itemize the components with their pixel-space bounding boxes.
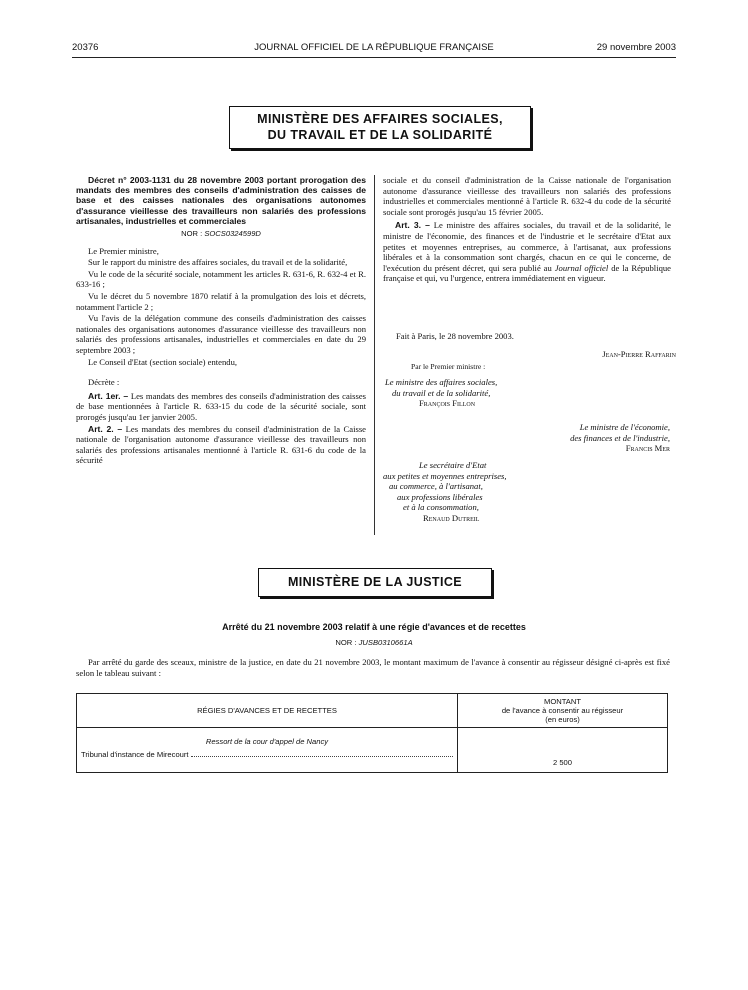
sig3-name: Renaud Dutreil [423,512,480,523]
sig2-name: Francis Mer [625,443,670,454]
arrete-nor-code: JUSB0310661A [358,638,413,647]
col-montant-header [458,694,668,728]
done-at-line: Fait à Paris, le 28 novembre 2003. [396,331,514,341]
sig3-role-line: Le secrétaire d'Etat [419,460,487,470]
signature-block-1 [385,377,497,409]
signature-block-3 [383,460,507,524]
leader-dots [191,756,453,757]
sig3-role-line: au commerce, à l'artisanat, [389,481,483,492]
intro-paragraph: Vu l'avis de la délégation commune des conseils d'administration des caisses nationales des organisations autonomes d'assurance vieillesse des travailleurs non salariés des professions artisanales, industrielles et commerciales en date du 29 septembre 2003 ; [76,313,366,355]
sig1-name: François Fillon [419,398,476,409]
montant-header-line: (en euros) [545,715,580,724]
tribunal-label: Tribunal d'instance de Mirecourt [81,750,189,759]
cour-appel-label: Ressort de la cour d'appel de Nancy [205,737,329,746]
article-2-continued: sociale et du conseil d'administration de la Caisse nationale de l'organisation autonome d'assurance vieillesse des travailleurs non salariés des professions industrielles et commerciales mentionné à l'article R. 632-4 du code de la sécurité sociale sont prorogés jusqu'au 15 février 2005. [383,175,671,217]
arrete-nor [72,638,676,647]
ministry-line-2: DU TRAVAIL ET DE LA SOLIDARITÉ [267,128,493,142]
regie-table [76,693,668,773]
sig1-role-line: Le ministre des affaires sociales, [385,377,498,387]
intro-paragraph: Le Conseil d'Etat (section sociale) entendu, [88,356,238,367]
ministry-justice-line: MINISTÈRE DE LA JUSTICE [287,575,463,589]
journal-title: JOURNAL OFFICIEL DE LA RÉPUBLIQUE FRANÇAISE [254,42,494,53]
page-number: 20376 [72,42,99,53]
ministry-line-1: MINISTÈRE DES AFFAIRES SOCIALES, [257,112,503,126]
montant-header-line: MONTANT [544,697,581,706]
sig2-role-line: Le ministre de l'économie, [579,422,670,432]
issue-date: 29 novembre 2003 [596,42,676,53]
decree-title: Décret n° 2003-1131 du 28 novembre 2003 portant prorogation des mandats des membres des conseils d'administration des caisses de base et des caisses nationales des organisations autonomes d'assurance vieillesse des travailleurs non salariés des professions artisanales, industrielles et commerciales [76,175,366,226]
ministry-social-affairs-box [229,106,531,149]
arrete-title: Arrêté du 21 novembre 2003 relatif à une régie d'avances et de recettes [222,622,526,632]
tribunal-row [81,750,453,759]
par-le-premier-ministre: Par le Premier ministre : [411,362,486,371]
article-3-label: Art. 3. – [395,220,430,231]
arrete-intro: Par arrêté du garde des sceaux, ministre de la justice, en date du 21 novembre 2003, le montant maximum de l'avance à consentir au régisseur désigné ci-après est fixé selon le tableau suivant : [76,657,670,678]
sig1-role-line: du travail et de la solidarité, [392,387,491,398]
intro-paragraph: Vu le décret du 5 novembre 1870 relatif à la promulgation des lois et décrets, notamment l'article 2 ; [76,290,366,312]
intro-paragraph: Le Premier ministre, [88,245,159,256]
journal-officiel-ref: Journal officiel [554,262,609,273]
header-rule [72,57,676,58]
article-1 [76,391,366,423]
prime-minister-name: Jean-Pierre Raffarin [602,349,676,359]
running-header [72,42,676,56]
decree-right-column [383,175,671,285]
table-header-row [77,694,668,728]
article-3-text-b: de la République française et qui, vu l'urgence, entrera immédiatement en vigueur. [383,262,671,284]
article-1-label: Art. 1er. – [88,390,129,401]
table-row [77,728,668,773]
article-2-text: Les mandats des membres du conseil d'administration de la Caisse nationale de l'organisation autonome d'assurance vieillesse des travailleurs non salariés des professions artisanales mentionné à l'article R. 631-6 du code de la sécurité [76,423,366,466]
nor-code: SOCS0324599D [204,229,261,239]
sig3-role-line: et à la consommation, [403,502,479,513]
article-3 [383,220,671,284]
sig3-role-line: aux petites et moyennes entreprises, [383,470,507,481]
nor-label: NOR : [181,229,203,239]
arrete-nor-label: NOR : [335,638,357,647]
decree-left-column [76,175,366,467]
column-divider [374,175,375,535]
montant-value: 2 500 [458,728,668,773]
intro-paragraph: Sur le rapport du ministre des affaires sociales, du travail et de la solidarité, [88,257,348,268]
regie-cell [77,728,458,773]
article-3-text-a: Le ministre des affaires sociales, du travail et de la solidarité, le ministre de l'économie, des finances et de l'industrie et le secrétaire d'Etat aux petites et moyennes entreprises, au commerce, à l'artisanat, aux professions libérales et à la consommation sont chargés, chacun en ce qui le concerne, de l'exécution du présent décret, qui sera publié au [383,220,671,273]
signature-block-2 [570,422,670,454]
sig2-role-line: des finances et de l'industrie, [570,432,670,443]
montant-header-line: de l'avance à consentir au régisseur [501,706,624,715]
ministry-justice-box [258,568,492,597]
decrete-line: Décrète : [88,377,120,388]
col-regies-header: RÉGIES D'AVANCES ET DE RECETTES [77,694,458,728]
article-1-text: Les mandats des membres des conseils d'administration des caisses de base mentionnées à l'article R. 633-15 du code de la sécurité sociale, sont prorogés jusqu'au 1er janvier 2005. [76,390,366,422]
article-2 [76,424,366,466]
decree-nor [76,229,366,240]
intro-paragraph: Vu le code de la sécurité sociale, notamment les articles R. 631-6, R. 632-4 et R. 633-16 ; [76,268,366,290]
sig3-role-line: aux professions libérales [397,491,483,502]
article-2-label: Art. 2. – [88,423,123,434]
